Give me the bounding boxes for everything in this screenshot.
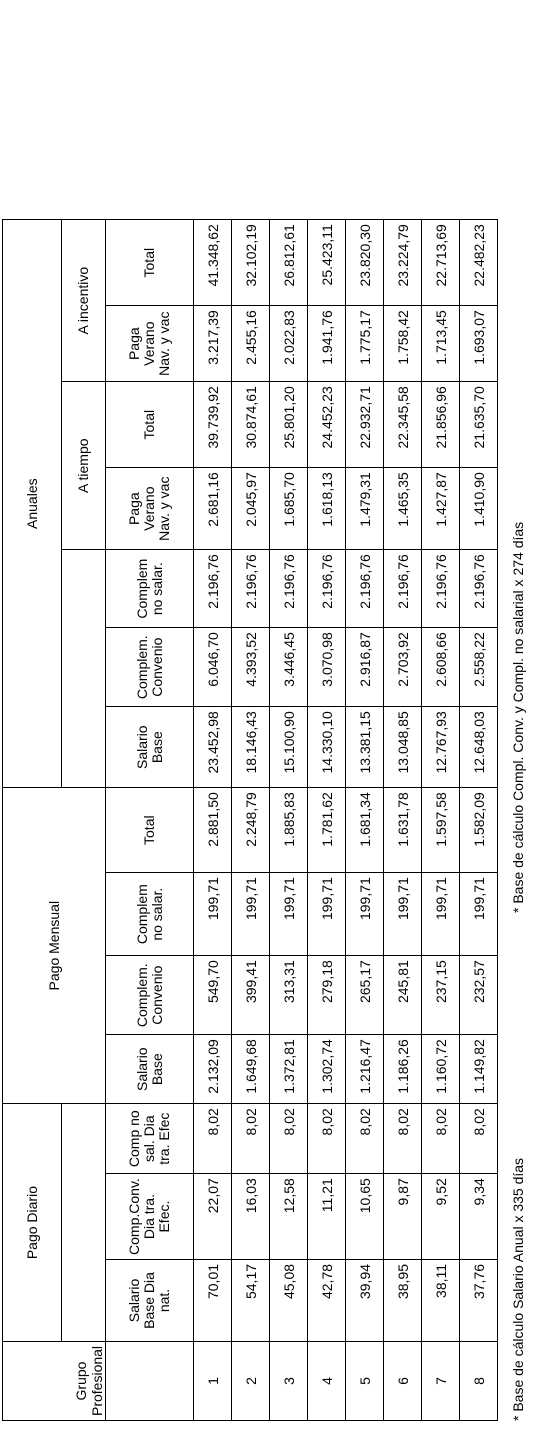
table-cell: 1.775,17 [346,306,384,382]
table-cell: 245,81 [384,956,422,1035]
table-cell: 11,21 [308,1174,346,1260]
table-cell: 3.217,39 [194,306,232,382]
table-cell: 549,70 [194,956,232,1035]
table-cell: 1.885,83 [270,788,308,873]
table-cell: 8,02 [384,1104,422,1174]
table-cell: 23.224,79 [384,220,422,306]
table-cell: 8,02 [422,1104,460,1174]
table-cell: 70,01 [194,1259,232,1341]
col-header: Total [106,788,194,873]
table-cell: 1.410,90 [460,468,498,550]
table-cell: 3 [270,1341,308,1420]
table-cell: 12,58 [270,1174,308,1260]
table-row [232,220,270,1421]
table-cell: 199,71 [422,873,460,956]
col-header: Total [106,220,194,306]
pago-diario-header: Pago Diario [3,1104,62,1342]
table-cell: 16,03 [232,1174,270,1260]
group-col-spacer [106,1341,194,1420]
col-header: Complem no salar. [106,873,194,956]
table-cell: 199,71 [194,873,232,956]
table-cell: 9,87 [384,1174,422,1260]
table-cell: 5 [346,1341,384,1420]
table-cell: 21.856,96 [422,382,460,468]
table-cell: 2.196,76 [384,550,422,628]
table-cell: 12.767,93 [422,707,460,788]
table-cell: 1.618,13 [308,468,346,550]
col-header: Comp.Conv. Dia tra. Efec. [106,1174,194,1260]
table-cell: 10,65 [346,1174,384,1260]
anuales-spacer [62,550,106,788]
table-cell: 232,57 [460,956,498,1035]
table-cell: 2.196,76 [346,550,384,628]
table-cell: 39,94 [346,1259,384,1341]
salary-table [2,219,498,1421]
table-cell: 199,71 [232,873,270,956]
table-body [194,220,498,1421]
table-cell: 2.196,76 [308,550,346,628]
table-cell: 2.881,50 [194,788,232,873]
table-cell: 2 [232,1341,270,1420]
table-cell: 23.452,98 [194,707,232,788]
table-cell: 2.703,92 [384,628,422,707]
table-cell: 1 [194,1341,232,1420]
table-cell: 38,11 [422,1259,460,1341]
table-cell: 22.345,58 [384,382,422,468]
table-cell: 1.186,26 [384,1035,422,1104]
table-cell: 54,17 [232,1259,270,1341]
table-cell: 1.216,47 [346,1035,384,1104]
table-cell: 41.348,62 [194,220,232,306]
table-cell: 39.739,92 [194,382,232,468]
table-cell: 2.196,76 [270,550,308,628]
table-row [346,220,384,1421]
table-cell: 32.102,19 [232,220,270,306]
table-cell: 2.916,87 [346,628,384,707]
table-cell: 1.427,87 [422,468,460,550]
table-cell: 2.681,16 [194,468,232,550]
table-cell: 1.681,34 [346,788,384,873]
table-cell: 22.482,23 [460,220,498,306]
table-cell: 313,31 [270,956,308,1035]
pago-mensual-header: Pago Mensual [3,788,106,1104]
table-cell: 7 [422,1341,460,1420]
table-cell: 1.758,42 [384,306,422,382]
table-cell: 42,78 [308,1259,346,1341]
table-row [384,220,422,1421]
table-cell: 38,95 [384,1259,422,1341]
table-cell: 1.713,45 [422,306,460,382]
table-row [270,220,308,1421]
table-cell: 1.372,81 [270,1035,308,1104]
table-cell: 30.874,61 [232,382,270,468]
table-cell: 2.248,79 [232,788,270,873]
table-cell: 1.465,35 [384,468,422,550]
table-cell: 1.685,70 [270,468,308,550]
col-header: Total [106,382,194,468]
col-header: Salario Base [106,1035,194,1104]
table-cell: 2.045,97 [232,468,270,550]
col-header: Complem no salar. [106,550,194,628]
table-cell: 265,17 [346,956,384,1035]
table-cell: 13.381,15 [346,707,384,788]
footnote-2: * Base de cálculo Compl. Conv. y Compl. no salarial x 274 días [510,521,526,913]
table-cell: 8,02 [460,1104,498,1174]
table-cell: 3.446,45 [270,628,308,707]
col-header: Complem. Convenio [106,628,194,707]
table-cell: 9,34 [460,1174,498,1260]
col-header: Complem. Convenio [106,956,194,1035]
table-cell: 4.393,52 [232,628,270,707]
table-cell: 8,02 [346,1104,384,1174]
table-cell: 1.941,76 [308,306,346,382]
table-cell: 199,71 [384,873,422,956]
table-cell: 25.423,11 [308,220,346,306]
col-header: Salario Base Dia nat. [106,1259,194,1341]
table-cell: 199,71 [270,873,308,956]
table-cell: 22,07 [194,1174,232,1260]
table-cell: 199,71 [460,873,498,956]
a-tiempo-header: A tiempo [62,382,106,550]
table-cell: 8,02 [270,1104,308,1174]
pago-diario-spacer [62,1104,106,1342]
table-cell: 8 [460,1341,498,1420]
table-cell: 2.608,66 [422,628,460,707]
table-cell: 2.022,83 [270,306,308,382]
table-cell: 22.932,71 [346,382,384,468]
table-cell: 12.648,03 [460,707,498,788]
table-cell: 23.820,30 [346,220,384,306]
table-cell: 1.160,72 [422,1035,460,1104]
col-header: Paga Verano Nav. y vac [106,306,194,382]
col-header: Comp no sal. Dia tra. Efec [106,1104,194,1174]
table-cell: 1.582,09 [460,788,498,873]
table-cell: 9,52 [422,1174,460,1260]
table-cell: 2.196,76 [194,550,232,628]
table-cell: 14.330,10 [308,707,346,788]
table-cell: 25.801,20 [270,382,308,468]
table-cell: 8,02 [194,1104,232,1174]
table-cell: 1.781,62 [308,788,346,873]
table-cell: 26.812,61 [270,220,308,306]
table-cell: 18.146,43 [232,707,270,788]
table-cell: 1.631,78 [384,788,422,873]
table-cell: 2.132,09 [194,1035,232,1104]
column-header-row [106,220,194,1421]
table-row [422,220,460,1421]
table-row [194,220,232,1421]
col-header: Paga Verano Nav. y vac [106,468,194,550]
table-cell: 1.302,74 [308,1035,346,1104]
table-cell: 21.635,70 [460,382,498,468]
table-cell: 3.070,98 [308,628,346,707]
table-cell: 2.196,76 [460,550,498,628]
group-header: Grupo Profesional [3,1341,106,1420]
table-row [308,220,346,1421]
table-cell: 1.693,07 [460,306,498,382]
table-cell: 2.196,76 [422,550,460,628]
table-cell: 1.479,31 [346,468,384,550]
table-cell: 2.455,16 [232,306,270,382]
table-cell: 199,71 [308,873,346,956]
a-incentivo-header: A incentivo [62,220,106,382]
table-cell: 237,15 [422,956,460,1035]
table-cell: 279,18 [308,956,346,1035]
table-cell: 15.100,90 [270,707,308,788]
table-cell: 45,08 [270,1259,308,1341]
table-row [460,220,498,1421]
anuales-header: Anuales [3,220,62,788]
table-cell: 199,71 [346,873,384,956]
table-cell: 8,02 [232,1104,270,1174]
table-cell: 37,76 [460,1259,498,1341]
table-cell: 1.149,82 [460,1035,498,1104]
footnote-1: * Base de cálculo Salario Anual x 335 días [510,1157,526,1421]
col-header: Salario Base [106,707,194,788]
table-cell: 6 [384,1341,422,1420]
table-cell: 24.452,23 [308,382,346,468]
table-cell: 22.713,69 [422,220,460,306]
table-cell: 6.046,70 [194,628,232,707]
table-cell: 1.649,68 [232,1035,270,1104]
table-cell: 1.597,58 [422,788,460,873]
table-cell: 2.558,22 [460,628,498,707]
table-cell: 13.048,85 [384,707,422,788]
table-cell: 2.196,76 [232,550,270,628]
table-cell: 399,41 [232,956,270,1035]
table-cell: 8,02 [308,1104,346,1174]
table-cell: 4 [308,1341,346,1420]
